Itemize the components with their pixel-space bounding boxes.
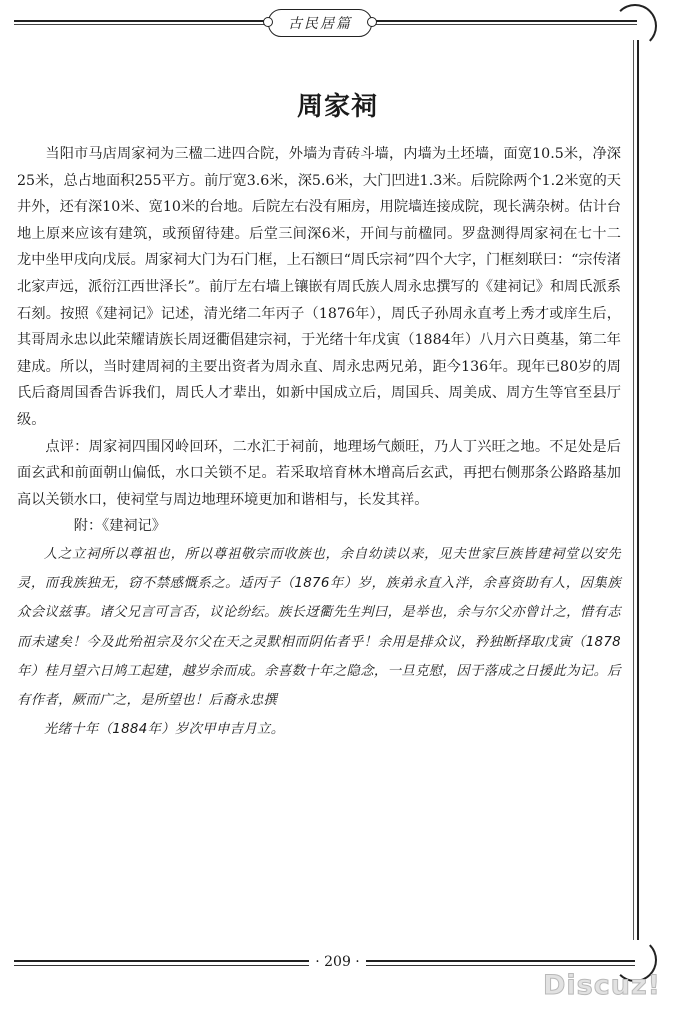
article-body	[17, 141, 621, 744]
frame-right-line	[637, 40, 639, 940]
page-number-text: · 209 ·	[309, 954, 366, 970]
corner-ornament-top-right	[613, 4, 657, 48]
page-title: 周家祠	[296, 92, 378, 122]
watermark-logo: Discuz!	[543, 970, 661, 1001]
section-header-badge: 古民居篇	[268, 9, 372, 37]
paragraph-commentary: 点评：周家祠四围冈岭回环，二水汇于祠前，地理场气颇旺，乃人丁兴旺之地。不足处是后面玄武和前面朝山偏低，水口关锁不足。若采取培育林木增高后玄武，再把右侧那条公路路基加高以关锁水口，使祠堂与周边地理环境更加和谐相与，长发其祥。	[17, 438, 621, 508]
frame-right-line-inner	[633, 40, 634, 940]
paragraph-description: 当阳市马店周家祠为三楹二进四合院，外墙为青砖斗墙，内墙为土坯墙，面宽10.5米，净深25米，总占地面积255平方。前厅宽3.6米，深5.6米，大门凹进1.3米。后院除两个1.2米宽的天井外，还有深10米、宽10米的台地。后院左右没有厢房，用院墙连接成院，现长满杂树。估计台地上原来应该有建筑，或预留待建。后堂三间深6米，开间与前楹同。罗盘测得周家祠在七十二龙中坐甲戌向戊辰。周家祠大门为石门框，上石额曰“周氏宗祠”四个大字，门框刻联曰：“宗传渚北家声远，派衍江西世泽长”。前厅左右墙上镶嵌有周氏族人周永忠撰写的《建祠记》和周氏派系石刻。按照《建祠记》记述，清光绪二年丙子（1876年），周氏子孙周永直考上秀才或庠生后，其哥周永忠以此荣耀请族长周迓衢倡建宗祠，于光绪十年戊寅（1884年）八月六日奠基，第二年建成。所以，当时建周祠的主要出资者为周永直、周永忠两兄弟，距今136年。现年已80岁的周氏后裔周国香告诉我们，周氏人才辈出，如新中国成立后，周国兵、周美成、周方生等官至县厅级。	[17, 146, 621, 428]
jianci-ji-date: 光绪十年（1884年）岁次甲申吉月立。	[43, 722, 285, 738]
appendix-label: 附：《建祠记》	[73, 518, 166, 535]
jianci-ji-text: 人之立祠所以尊祖也，所以尊祖敬宗而收族也，余自幼读以来，见夫世家巨族皆建祠堂以安先灵，而我族独无，窃不禁感慨系之。适丙子（1876年）岁，族弟永直入泮，余喜资助有人，因集族众会议兹事。诸父兄言可言否，议论纷纭。族长迓衢先生判曰，是举也，余与尔父亦曾计之，惜有志而未逮矣！今及此殆祖宗及尔父在天之灵默相而阴佑者乎！余用是排众议，矜独断择取戊寅（1878年）桂月望六日鸠工起建，越岁余而成。余喜数十年之隐念，一旦克慰，因于落成之日援此为记。后有作者，厥而广之，是所望也！后裔永忠撰	[17, 546, 621, 708]
page-number	[0, 954, 675, 970]
